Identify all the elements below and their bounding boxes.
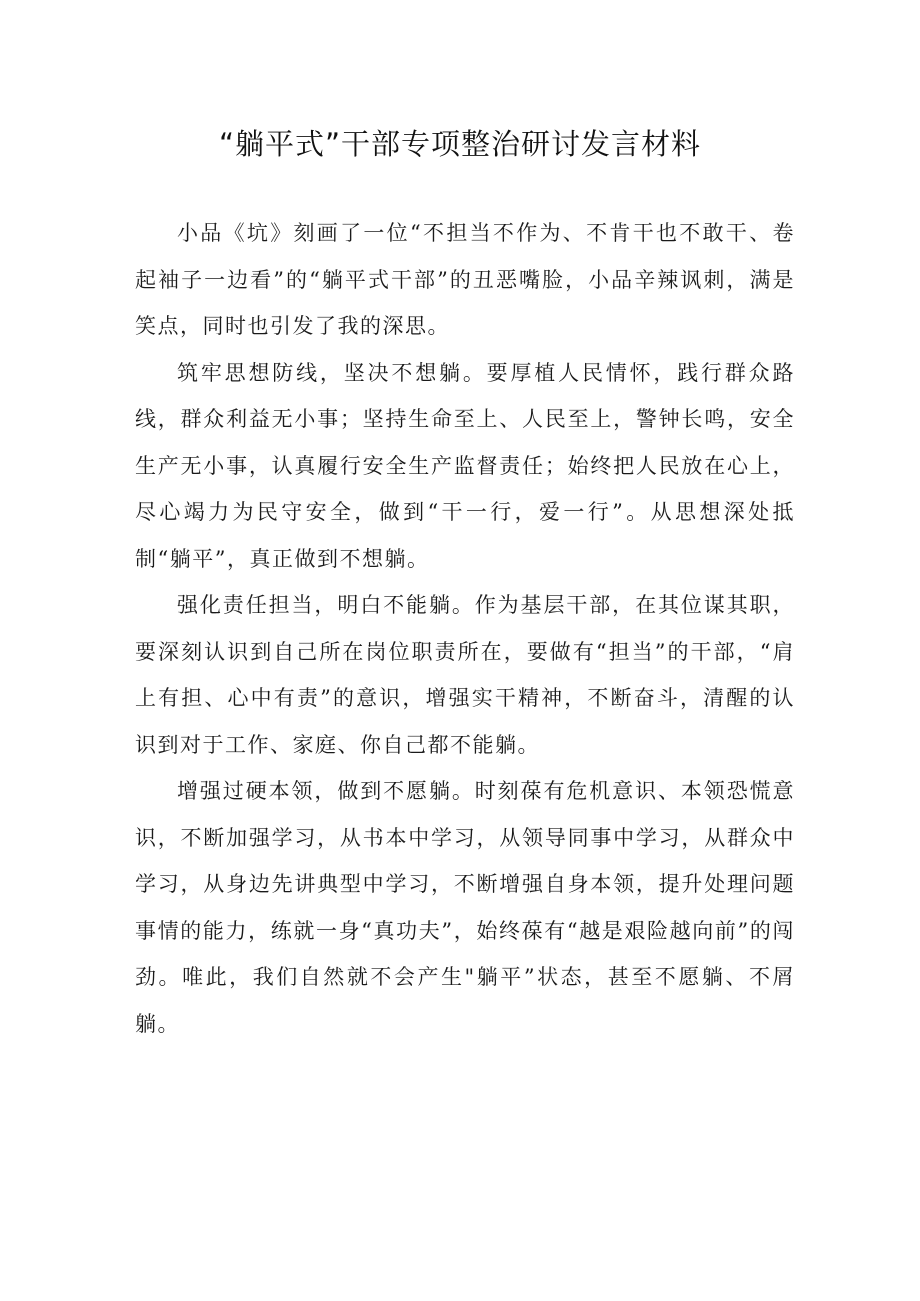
paragraph-1: 小品《坑》刻画了一位“不担当不作为、不肯干也不敢干、卷起袖子一边看”的“躺平式干部”的丑恶嘴脸，小品辛辣讽刺，满是笑点，同时也引发了我的深思。 xyxy=(135,221,795,338)
document-body xyxy=(135,210,795,1047)
paragraph-2: 筑牢思想防线，坚决不想躺。要厚植人民情怀，践行群众路线，群众利益无小事；坚持生命至上、人民至上，警钟长鸣，安全生产无小事，认真履行安全生产监督责任；始终把人民放在心上，尽心竭力为民守安全，做到“干一行，爱一行”。从思想深处抵制“躺平”，真正做到不想躺。 xyxy=(135,360,795,571)
document-title: “躺平式”干部专项整治研讨发言材料 xyxy=(218,127,702,161)
paragraph-3: 强化责任担当，明白不能躺。作为基层干部，在其位谋其职，要深刻认识到自己所在岗位职责所在，要做有“担当”的干部，“肩上有担、心中有责”的意识，增强实干精神，不断奋斗，清醒的认识到对于工作、家庭、你自己都不能躺。 xyxy=(135,593,795,757)
paragraph-4: 增强过硬本领，做到不愿躺。时刻葆有危机意识、本领恐慌意识，不断加强学习，从书本中学习，从领导同事中学习，从群众中学习，从身边先讲典型中学习，不断增强自身本领，提升处理问题事情的能力，练就一身“真功夫”，始终葆有“越是艰险越向前”的闯劲。唯此，我们自然就不会产生"躺平”状态，甚至不愿躺、不屑躺。 xyxy=(135,779,795,1036)
